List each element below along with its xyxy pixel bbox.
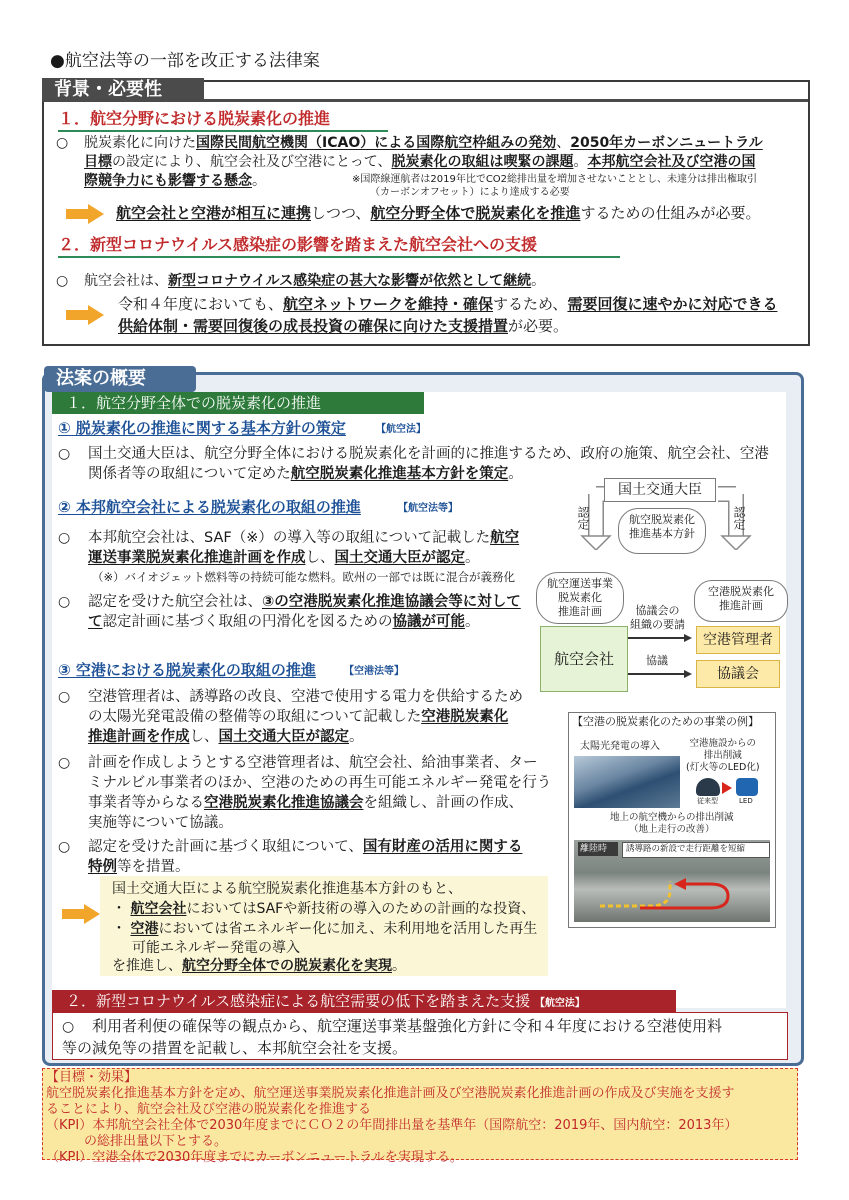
text-span: を推進し、	[112, 958, 182, 974]
kpi-line3: （KPI）本邦航空会社全体で2030年度までにＣＯ２の年間排出量を基準年（国際航空：2019年、国内航空：2013年）	[46, 1118, 738, 1133]
text-span: 。	[508, 466, 523, 482]
emphasis: 空港脱炭素化推進協議会	[204, 795, 364, 811]
kpi-line2: ることにより、航空会社及び空港の脱炭素化を推進する	[46, 1102, 372, 1117]
text-span: 脱炭素化に向けた	[84, 135, 196, 151]
overview-sub2-note: （※）バイオジェット燃料等の持続可能な燃料。欧州の一部では既に混合が義務化	[92, 570, 516, 584]
emphasis: 際競争力にも影響する懸念	[84, 173, 252, 189]
emphasis: 航空会社と空港が相互に連携	[116, 204, 312, 222]
emphasis: 新型コロナウイルス感染症の甚大な影響が依然として継続	[168, 273, 532, 289]
emphasis: 航空	[490, 530, 520, 546]
takeoff-label: 離陸時	[580, 844, 608, 854]
overview-sub1-tag: 【航空法】	[376, 424, 426, 435]
emphasis: 運送事業脱炭素化推進計画を作成	[88, 550, 306, 566]
led-before-label: 従来型	[697, 797, 718, 805]
text-span: ・	[112, 921, 126, 937]
arrow-icon	[66, 305, 106, 325]
emphasis: ③の空港脱炭素化推進協議会等に対して	[262, 594, 521, 610]
led-after-label: LED	[739, 797, 753, 805]
text-span: の設定により、航空会社及び空港にとって、	[112, 154, 392, 170]
overview-sub3-line8	[88, 837, 522, 857]
overview-sub3-bullet3: ○	[58, 839, 71, 855]
background-s2-conclusion2	[118, 316, 568, 336]
plan-text: 推進計画	[558, 605, 602, 618]
diagram-airport-manager: 空港管理者	[696, 626, 780, 654]
overview-part2-bar	[52, 990, 676, 1012]
overview-sub3-line2	[88, 707, 508, 727]
text-span: 認定計画に基づく取組の円滑化を図るための	[102, 614, 393, 630]
overview-sub3-line5: ミナルビル事業者のほか、空港のための再生可能エネルギー発電を行う	[88, 775, 552, 791]
overview-sub2-line4	[88, 612, 480, 632]
overview-sub3-line9	[88, 857, 190, 877]
emphasis: 空港脱炭素化	[421, 709, 509, 725]
led-lamp-after-icon	[736, 778, 758, 796]
emphasis: 国際民間航空機関（ICAO）による国際航空枠組みの発効	[196, 135, 557, 151]
text-span: においてはSAFや新技術の導入のための計画的な投資、	[186, 901, 536, 917]
background-s1-heading-rule	[58, 130, 388, 132]
overview-sub1-line2	[88, 464, 523, 484]
text-span: 等を措置。	[117, 859, 190, 875]
emphasis: 航空分野全体で脱炭素化を推進	[370, 204, 581, 222]
emphasis: て	[88, 614, 103, 630]
plan-text: 空港脱炭素化	[708, 585, 774, 598]
text-span: の太陽光発電設備の整備等の取組について記載した	[88, 709, 422, 725]
text-span: においては省エネルギー化に加え、未利用地を活用した再生	[158, 921, 538, 937]
diagram-plan-right	[694, 580, 788, 622]
emphasis: 空港	[130, 921, 159, 937]
text-span: し、	[305, 550, 335, 566]
text-span: が必要。	[508, 317, 569, 335]
part2-title: ２．新型コロナウイルス感染症による航空需要の低下を踏まえた支援	[66, 992, 531, 1010]
page-title: ●航空法等の一部を改正する法律案	[50, 51, 320, 71]
background-s1-heading: １．航空分野における脱炭素化の推進	[58, 109, 331, 128]
arrow-to-manager-icon	[628, 634, 694, 644]
kpi-header: 【目標・効果】	[46, 1070, 138, 1085]
emphasis: 特例	[88, 859, 117, 875]
policy-text: 航空脱炭素化	[629, 513, 695, 526]
emphasis: 航空分野全体での脱炭素化を実現	[182, 958, 392, 974]
example-ground-label	[610, 812, 734, 836]
text-span: 関係者等の取組について定めた	[88, 466, 291, 482]
kpi-line4: の総排出量以下とする。	[84, 1134, 228, 1149]
emphasis: 航空脱炭素化推進基本方針を策定	[290, 466, 509, 482]
emphasis: 供給体制・需要回復後の成長投資の確保に向けた支援措置	[118, 317, 509, 335]
overview-sub3-tag: 【空港法等】	[344, 666, 404, 677]
text-span: 。	[252, 173, 266, 189]
background-s2-line1	[84, 272, 545, 291]
text-span: し、	[189, 729, 219, 745]
overview-sub3-line7: 実施等について協議。	[88, 815, 233, 831]
request-text: 組織の要請	[630, 618, 685, 631]
overview-part2-line1: 利用者利便の確保等の観点から、航空運送事業基盤強化方針に令和４年度における空港使用料	[92, 1017, 723, 1035]
background-s1-line3	[84, 172, 266, 191]
text-span: 。	[465, 614, 480, 630]
diagram-airline: 航空会社	[540, 626, 628, 692]
background-s1-note2: （カーボンオフセット）により達成する必要	[370, 187, 570, 198]
kpi-line5: （KPI）空港全体で2030年度までにカーボンニュートラルを実現する。	[46, 1150, 463, 1165]
text-span: 認定を受けた計画に基づく取組について、	[88, 839, 363, 855]
background-header: 背景・必要性	[42, 78, 204, 102]
overview-sub3-line4: 計画を作成しようとする空港管理者は、航空会社、給油事業者、ター	[88, 755, 538, 771]
facility-text: 排出削減	[703, 750, 742, 761]
overview-sub2-line1	[88, 528, 519, 548]
solar-photo	[574, 756, 680, 808]
emphasis: 2050年カーボンニュートラル	[570, 135, 763, 151]
text-span: 認定を受けた航空会社は、	[88, 594, 262, 610]
overview-sub1-heading: ① 脱炭素化の推進に関する基本方針の策定	[58, 419, 346, 437]
background-s1-bullet: ○	[56, 135, 69, 151]
background-s1-note1: ※国際線運航者は2019年比でCO2総排出量を増加させないこととし、未達分は排出権取引	[352, 174, 758, 185]
text-span: 航空会社は、	[84, 273, 168, 289]
facility-text: (灯火等のLED化)	[686, 762, 760, 773]
plan-text: 推進計画	[719, 599, 763, 612]
overview-sub3-heading: ③ 空港における脱炭素化の取組の推進	[58, 661, 316, 679]
overview-sub2-bullet2: ○	[58, 594, 71, 610]
summary-line4: 可能エネルギー発電の導入	[132, 940, 300, 956]
text-span: しつつ、	[311, 204, 371, 222]
summary-line3	[112, 920, 537, 939]
overview-sub2-heading: ② 本邦航空会社による脱炭素化の取組の推進	[58, 498, 361, 516]
diagram-policy	[618, 508, 706, 554]
diagram-nintei-right: 認定	[732, 506, 746, 530]
background-s2-bullet: ○	[56, 273, 69, 289]
background-s2-conclusion1	[118, 294, 777, 314]
summary-line1: 国土交通大臣による航空脱炭素化推進基本方針のもと、	[112, 881, 462, 897]
background-s2-heading: ２．新型コロナウイルス感染症の影響を踏まえた航空会社への支援	[58, 235, 538, 254]
taxi-route-icon	[590, 866, 750, 916]
text-span: を組織し、計画の作成、	[363, 795, 523, 811]
emphasis: 国土交通大臣が認定	[218, 729, 349, 745]
emphasis: 本邦航空会社及び空港の国	[587, 154, 756, 170]
taxi-route-svg	[590, 866, 750, 916]
policy-text: 推進基本方針	[629, 527, 695, 540]
text-span: 。	[531, 273, 546, 289]
text-span: 。	[573, 154, 588, 170]
overview-sub3-line3	[88, 727, 364, 747]
arrow-icon	[62, 904, 102, 924]
overview-sub3-line1: 空港管理者は、誘導路の改良、空港で使用する電力を供給するため	[88, 689, 523, 705]
background-s1-line2	[84, 153, 755, 172]
arrow-icon	[66, 204, 106, 224]
text-span: 事業者等からなる	[88, 795, 204, 811]
plan-text: 航空運送事業	[547, 577, 613, 590]
overview-part2-line2: 等の減免等の措置を記載し、本邦航空会社を支援。	[62, 1039, 408, 1057]
diagram-nintei-left: 認定	[576, 506, 590, 530]
overview-sub1-bullet: ○	[58, 446, 71, 462]
background-header-rule	[192, 99, 808, 102]
kpi-line1: 航空脱炭素化推進基本方針を定め、航空運送事業脱炭素化推進計画及び空港脱炭素化推進計画の作成及び実施を支援す	[46, 1086, 735, 1101]
ground-text: 地上の航空機からの排出削減	[610, 812, 734, 823]
text-span: 。	[392, 958, 406, 974]
led-arrow-icon	[722, 782, 732, 794]
overview-sub2-line3	[88, 592, 521, 612]
overview-sub2-tag: 【航空法等】	[398, 503, 458, 514]
summary-line5	[112, 957, 406, 976]
plan-text: 脱炭素化	[558, 591, 602, 604]
taxiway-caption: 誘導路の新設で走行距離を短縮	[626, 844, 746, 854]
emphasis: 国土交通大臣が認定	[334, 550, 465, 566]
diagram-council: 協議会	[696, 660, 780, 688]
emphasis: 脱炭素化の取組は喫緊の課題	[391, 154, 574, 170]
diagram-request	[630, 604, 685, 632]
overview-part1-bar: １．航空分野全体での脱炭素化の推進	[52, 392, 424, 414]
overview-sub3-bullet: ○	[58, 689, 71, 705]
overview-sub2-line2	[88, 548, 480, 568]
emphasis: 推進計画を作成	[88, 729, 190, 745]
background-s1-conclusion	[116, 203, 760, 223]
overview-sub2-bullet: ○	[58, 530, 71, 546]
emphasis: 国有財産の活用に関する	[362, 839, 523, 855]
example-title: 【空港の脱炭素化のための事業の例】	[572, 715, 759, 728]
example-solar-label: 太陽光発電の導入	[580, 741, 660, 752]
text-span: するための仕組みが必要。	[580, 204, 761, 222]
background-s1-line1	[84, 134, 763, 153]
diagram-minister: 国土交通大臣	[604, 478, 716, 502]
overview-part2-bullet: ○	[62, 1019, 75, 1035]
emphasis: 航空会社	[130, 901, 187, 917]
text-span: 令和４年度においても、	[118, 295, 284, 313]
led-lamp-before-icon	[696, 778, 720, 796]
summary-line2	[112, 900, 535, 919]
ground-text: （地上走行の改善）	[629, 824, 715, 835]
overview-sub3-bullet2: ○	[58, 755, 71, 771]
emphasis: 航空ネットワークを維持・確保	[283, 295, 494, 313]
overview-sub3-line6	[88, 793, 523, 813]
emphasis: 目標	[84, 154, 112, 170]
text-span: 本邦航空会社は、SAF（※）の導入等の取組について記載した	[88, 530, 491, 546]
text-span: 。	[349, 729, 364, 745]
part2-tag: 【航空法】	[534, 998, 585, 1009]
text-span: 。	[465, 550, 480, 566]
text-span: ・	[112, 901, 126, 917]
overview-header: 法案の概要	[44, 366, 196, 392]
facility-text: 空港施設からの	[689, 738, 757, 749]
emphasis: 需要回復に速やかに対応できる	[567, 295, 778, 313]
overview-sub1-line1: 国土交通大臣は、航空分野全体における脱炭素化を計画的に推進するため、政府の施策、航空会社、空港	[88, 446, 769, 462]
emphasis: 協議が可能	[392, 614, 465, 630]
background-s2-heading-rule	[58, 256, 620, 258]
request-text: 協議会の	[635, 604, 680, 617]
arrow-to-council-icon	[628, 670, 694, 680]
example-facility-label	[686, 738, 760, 774]
text-span: 、	[556, 135, 571, 151]
diagram-plan-left	[536, 572, 624, 624]
text-span: するため、	[493, 295, 568, 313]
diagram-consult: 協議	[646, 654, 668, 667]
